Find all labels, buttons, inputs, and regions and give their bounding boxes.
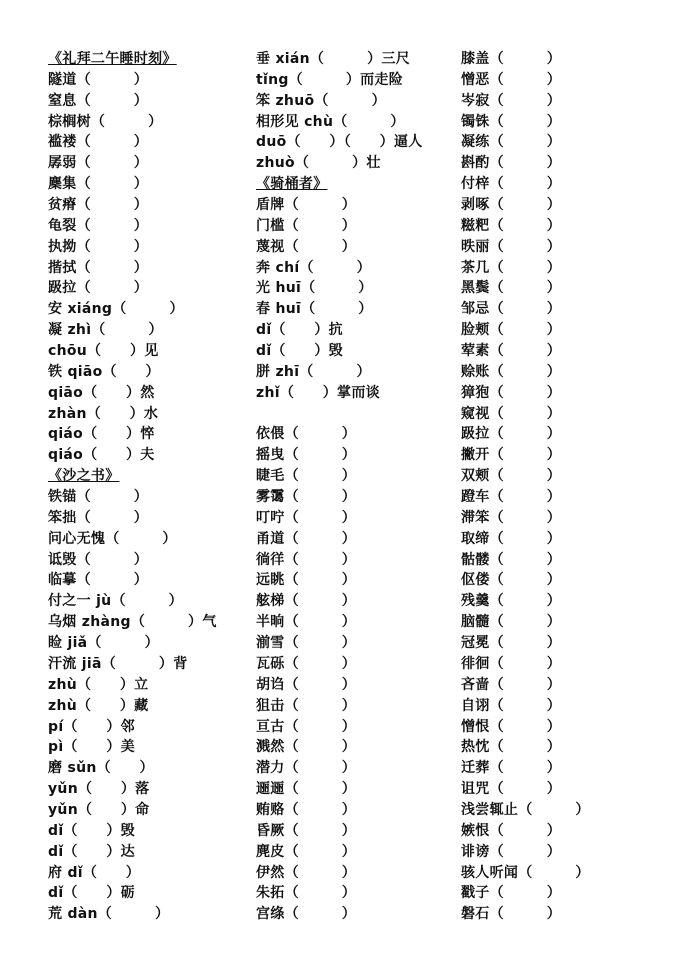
vocab-item: 取缔（ ） — [461, 530, 562, 547]
vocab-item: 迁葬（ ） — [461, 760, 562, 777]
vocab-item: chōu（ ）见 — [48, 343, 159, 360]
vocab-item: 奔 chí（ ） — [256, 259, 371, 276]
column-1 — [48, 49, 217, 925]
vocab-item: 狙击（ ） — [256, 697, 357, 714]
vocab-item: 獐狍（ ） — [461, 384, 562, 401]
vocab-item: dǐ（ ）抗 — [256, 322, 343, 339]
vocab-item: 磨 sǔn（ ） — [48, 760, 154, 777]
column-3 — [461, 49, 590, 925]
vocab-item: 贫瘠（ ） — [48, 197, 149, 214]
section-title: 《沙之书》 — [48, 468, 120, 485]
vocab-item: 双颊（ ） — [461, 468, 562, 485]
vocab-item: yǔn（ ）落 — [48, 781, 150, 798]
blank-row — [256, 404, 423, 425]
vocab-item: 伊然（ ） — [256, 864, 357, 881]
vocab-item: 盾牌（ ） — [256, 197, 357, 214]
vocab-item: 春 huī（ ） — [256, 301, 373, 318]
vocab-item: 执拗（ ） — [48, 238, 149, 255]
vocab-item: 诽谤（ ） — [461, 843, 562, 860]
vocab-item: 凝 zhì（ ） — [48, 322, 163, 339]
vocab-item: 磐石（ ） — [461, 906, 562, 923]
vocab-item: 胡诌（ ） — [256, 676, 357, 693]
vocab-item: zhàn（ ）水 — [48, 405, 159, 422]
vocab-item: 黑鬓（ ） — [461, 280, 562, 297]
vocab-item: 滞笨（ ） — [461, 509, 562, 526]
vocab-item: 睑 jiǎ（ ） — [48, 635, 159, 652]
vocab-item: 昏厥（ ） — [256, 822, 357, 839]
vocab-item: qiáo（ ）悴 — [48, 426, 155, 443]
vocab-item: 冠冕（ ） — [461, 635, 562, 652]
vocab-item: zhù（ ）藏 — [48, 697, 149, 714]
vocab-item: 亘古（ ） — [256, 718, 357, 735]
vocab-item: 依偎（ ） — [256, 426, 357, 443]
vocab-item: 剥啄（ ） — [461, 197, 562, 214]
section-title: 《骑桶者》 — [256, 176, 328, 193]
vocab-item: dǐ（ ）毁 — [256, 343, 343, 360]
vocab-item: 问心无愧（ ） — [48, 530, 177, 547]
vocab-item: 褴褛（ ） — [48, 134, 149, 151]
vocab-item: 舷梯（ ） — [256, 593, 357, 610]
vocab-item: 半晌（ ） — [256, 614, 357, 631]
vocab-item: 睫毛（ ） — [256, 468, 357, 485]
vocab-item: 乌烟 zhàng（ ）气 — [48, 614, 217, 631]
vocab-item: 热忱（ ） — [461, 739, 562, 756]
vocab-item: 铁锚（ ） — [48, 489, 149, 506]
vocab-item: 付梓（ ） — [461, 176, 562, 193]
vocab-item: 诅咒（ ） — [461, 781, 562, 798]
vocab-item: 憎恨（ ） — [461, 718, 562, 735]
vocab-item: 潜力（ ） — [256, 760, 357, 777]
vocab-item: 蹬车（ ） — [461, 489, 562, 506]
vocab-item: 甬道（ ） — [256, 530, 357, 547]
vocab-item: pí（ ）邻 — [48, 718, 135, 735]
vocab-item: 徘徊（ ） — [461, 655, 562, 672]
vocab-item: 孱弱（ ） — [48, 155, 149, 172]
vocab-item: 骷髅（ ） — [461, 551, 562, 568]
vocab-item: 赊账（ ） — [461, 363, 562, 380]
vocab-item: duō（ ）（ ）逼人 — [256, 134, 423, 151]
vocab-item: 棕榈树（ ） — [48, 113, 163, 130]
vocab-item: 龟裂（ ） — [48, 217, 149, 234]
vocab-item: 贿赂（ ） — [256, 801, 357, 818]
vocab-item: 脸颊（ ） — [461, 322, 562, 339]
vocab-item: 铁 qiāo（ ） — [48, 363, 160, 380]
vocab-item: 湔雪（ ） — [256, 635, 357, 652]
vocab-item: 邹忌（ ） — [461, 301, 562, 318]
vocab-item: 趿拉（ ） — [48, 280, 149, 297]
vocab-item: 笨 zhuō（ ） — [256, 92, 386, 109]
vocab-item: 脑髓（ ） — [461, 614, 562, 631]
vocab-item: 诋毁（ ） — [48, 551, 149, 568]
vocab-item: 汗流 jiā（ ）背 — [48, 655, 188, 672]
vocab-item: 徜徉（ ） — [256, 551, 357, 568]
vocab-item: 糍粑（ ） — [461, 217, 562, 234]
vocab-item: 荤素（ ） — [461, 343, 562, 360]
vocab-item: 安 xiáng（ ） — [48, 301, 184, 318]
vocab-item: 趿拉（ ） — [461, 426, 562, 443]
vocab-item: 揩拭（ ） — [48, 259, 149, 276]
vocab-item: 逦逦（ ） — [256, 781, 357, 798]
vocab-item: 雾霭（ ） — [256, 489, 357, 506]
vocab-item: 荒 dàn（ ） — [48, 906, 170, 923]
vocab-item: 憎恶（ ） — [461, 71, 562, 88]
vocab-item: tǐng（ ）而走险 — [256, 71, 404, 88]
vocab-item: 自诩（ ） — [461, 697, 562, 714]
vocab-item: yǔn（ ）命 — [48, 801, 150, 818]
vocab-item: 膝盖（ ） — [461, 51, 562, 67]
vocab-item: 戳子（ ） — [461, 885, 562, 902]
vocab-item: 窒息（ ） — [48, 92, 149, 109]
vocab-item: 临摹（ ） — [48, 572, 149, 589]
vocab-item: dǐ（ ）达 — [48, 843, 135, 860]
vocab-item: 叮咛（ ） — [256, 509, 357, 526]
vocab-item: pì（ ）美 — [48, 739, 135, 756]
vocab-item: 茶几（ ） — [461, 259, 562, 276]
vocab-item: 胼 zhī（ ） — [256, 363, 371, 380]
vocab-item: 蔑视（ ） — [256, 238, 357, 255]
vocab-item: dǐ（ ）毁 — [48, 822, 135, 839]
vocab-item: 岑寂（ ） — [461, 92, 562, 109]
vocab-item: 瓦砾（ ） — [256, 655, 357, 672]
vocab-item: 付之一 jù（ ） — [48, 593, 183, 610]
vocab-item: 垂 xián（ ）三尺 — [256, 51, 411, 67]
vocab-item: 相形见 chù（ ） — [256, 113, 405, 130]
vocab-item: zhǐ（ ）掌而谈 — [256, 384, 380, 401]
vocab-item: 远眺（ ） — [256, 572, 357, 589]
vocab-item: qiáo（ ）夫 — [48, 447, 155, 464]
vocab-item: 朱拓（ ） — [256, 885, 357, 902]
vocab-item: 骇人听闻（ ） — [461, 864, 590, 881]
vocab-item: 摇曳（ ） — [256, 447, 357, 464]
vocab-item: 麇集（ ） — [48, 176, 149, 193]
vocab-item: 浅尝辄止（ ） — [461, 801, 590, 818]
vocab-item: qiāo（ ）然 — [48, 384, 155, 401]
vocab-item: 撇开（ ） — [461, 447, 562, 464]
vocab-item: 笨拙（ ） — [48, 509, 149, 526]
vocab-item: 溅然（ ） — [256, 739, 357, 756]
vocab-item: 窥视（ ） — [461, 405, 562, 422]
vocab-item: 凝练（ ） — [461, 134, 562, 151]
vocab-item: zhuò（ ）壮 — [256, 155, 381, 172]
vocab-item: 斟酌（ ） — [461, 155, 562, 172]
vocab-item: 残羹（ ） — [461, 593, 562, 610]
section-title: 《礼拜二午睡时刻》 — [48, 51, 177, 67]
vocab-item: 昳丽（ ） — [461, 238, 562, 255]
vocab-item: dǐ（ ）砺 — [48, 885, 135, 902]
vocab-item: 宫绦（ ） — [256, 906, 357, 923]
vocab-item: 府 dǐ（ ） — [48, 864, 141, 881]
vocab-item: 吝啬（ ） — [461, 676, 562, 693]
vocab-item: 嫉恨（ ） — [461, 822, 562, 839]
vocab-item: 伛偻（ ） — [461, 572, 562, 589]
vocab-item: 隧道（ ） — [48, 71, 149, 88]
column-2 — [256, 49, 423, 925]
vocab-item: 光 huī（ ） — [256, 280, 373, 297]
vocab-item: 门槛（ ） — [256, 217, 357, 234]
vocab-item: 镯铢（ ） — [461, 113, 562, 130]
vocab-item: 麂皮（ ） — [256, 843, 357, 860]
vocab-item: zhù（ ）立 — [48, 676, 149, 693]
